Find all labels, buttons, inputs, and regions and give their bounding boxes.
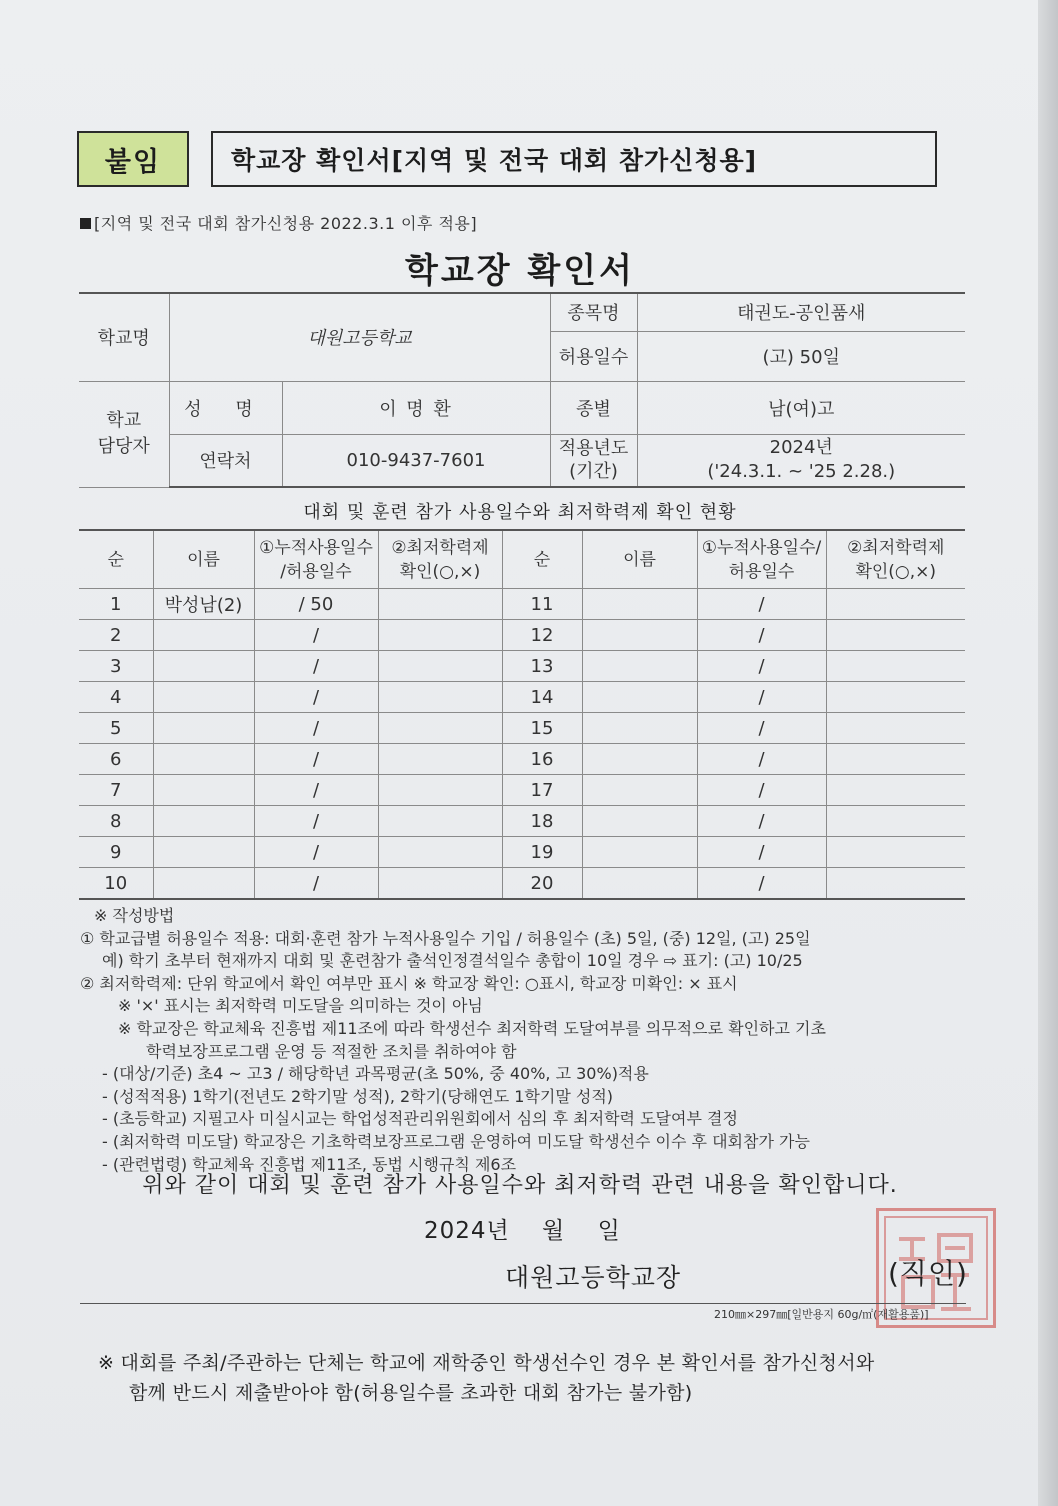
row-name — [582, 806, 697, 837]
row-days: / — [697, 775, 826, 806]
row-check — [378, 620, 502, 651]
guide-line-6: 학력보장프로그램 운영 등 적절한 조치를 취하여야 함 — [146, 1041, 517, 1061]
guide-line-8: - (성적적용) 1학기(전년도 2학기말 성적), 2학기(당해연도 1학기말 성적) — [102, 1086, 614, 1106]
row-days: / — [254, 806, 378, 837]
guide-line-10: - (최저학력 미도달) 학교장은 기초학력보장프로그램 운영하여 미도달 학생선수 이수 후 대회참가 가능 — [102, 1131, 810, 1151]
table-row — [79, 682, 965, 713]
signature-date: 2024년 월 일 — [424, 1218, 621, 1244]
principal-signature: 대원고등학교장 — [505, 1263, 682, 1292]
row-check — [378, 651, 502, 682]
table-row — [79, 744, 965, 775]
row-check — [378, 682, 502, 713]
row-name — [153, 620, 254, 651]
row-check — [378, 868, 502, 900]
row-name — [153, 806, 254, 837]
seal-label: (직인) — [888, 1257, 968, 1290]
applicability-note — [80, 211, 477, 234]
row-check — [826, 651, 965, 682]
row-check — [378, 713, 502, 744]
gender-value: 남(여)고 — [637, 381, 965, 434]
table-row — [79, 868, 965, 900]
row-name — [153, 837, 254, 868]
col-header-check: ②최저학력제 확인(○,×) — [378, 530, 502, 589]
row-check — [826, 806, 965, 837]
row-name — [582, 620, 697, 651]
row-days: / — [254, 837, 378, 868]
row-no: 17 — [502, 775, 582, 806]
staff-label: 학교 담당자 — [79, 381, 169, 487]
table-row — [79, 651, 965, 682]
row-no: 4 — [79, 682, 153, 713]
row-no: 13 — [502, 651, 582, 682]
row-name — [153, 713, 254, 744]
guide-line-5: ※ 학교장은 학교체육 진흥법 제11조에 따라 학생선수 최저학력 도달여부를 의무적으로 확인하고 기초 — [118, 1018, 826, 1038]
row-no: 2 — [79, 620, 153, 651]
row-days: / 50 — [254, 589, 378, 620]
row-name — [153, 744, 254, 775]
row-days: / — [697, 713, 826, 744]
header-title: 학교장 확인서[지역 및 전국 대회 참가신청용] — [211, 131, 937, 187]
row-name — [153, 868, 254, 900]
footnote — [98, 1348, 875, 1408]
school-info-table — [79, 292, 965, 488]
table-row — [79, 713, 965, 744]
row-days: / — [697, 651, 826, 682]
col-header-name-right: 이름 — [582, 530, 697, 589]
row-days: / — [697, 682, 826, 713]
row-no: 6 — [79, 744, 153, 775]
row-check — [826, 868, 965, 900]
guide-line-7: - (대상/기준) 초4 ~ 고3 / 해당학년 과목평균(초 50%, 중 40%, 고 30%)적용 — [102, 1064, 649, 1084]
school-name-label: 학교명 — [79, 293, 169, 381]
row-days: / — [254, 744, 378, 775]
applicability-note-text: [지역 및 전국 대회 참가신청용 2022.3.1 이후 적용] — [94, 214, 478, 233]
row-days: / — [254, 682, 378, 713]
row-name — [153, 775, 254, 806]
table-row — [79, 589, 965, 620]
row-name — [153, 682, 254, 713]
table-row — [79, 837, 965, 868]
row-no: 20 — [502, 868, 582, 900]
row-no: 9 — [79, 837, 153, 868]
row-no: 8 — [79, 806, 153, 837]
guide-line-9: - (초등학교) 지필고사 미실시교는 학업성적관리위원회에서 심의 후 최저학력 도달여부 결정 — [102, 1109, 738, 1129]
guide-line-3: ② 최저학력제: 단위 학교에서 확인 여부만 표시 ※ 학교장 확인: ○표시, 학교장 미확인: × 표시 — [80, 973, 738, 993]
row-check — [826, 589, 965, 620]
contact-label: 연락처 — [169, 434, 282, 487]
row-days: / — [697, 868, 826, 900]
row-name: 박성남(2) — [153, 589, 254, 620]
footnote-line-1: ※ 대회를 주최/주관하는 단체는 학교에 재학중인 학생선수인 경우 본 확인서를 참가신청서와 — [98, 1352, 875, 1374]
row-check — [826, 837, 965, 868]
contact-value: 010-9437-7601 — [282, 434, 550, 487]
row-no: 10 — [79, 868, 153, 900]
year-value: 2024년 — [769, 437, 833, 459]
row-name — [582, 651, 697, 682]
row-no: 3 — [79, 651, 153, 682]
section-title: 대회 및 훈련 참가 사용일수와 최저학력제 확인 현황 — [303, 502, 737, 523]
square-bullet-icon — [80, 218, 91, 229]
row-name — [582, 713, 697, 744]
row-no: 16 — [502, 744, 582, 775]
gender-label: 종별 — [550, 381, 637, 434]
event-label: 종목명 — [550, 293, 637, 331]
guide-line-2: 예) 학기 초부터 현재까지 대회 및 훈련참가 출석인정결석일수 총합이 10일 경우 ⇨ 표기: (고) 10/25 — [102, 951, 803, 971]
school-name-value: 대원고등학교 — [169, 293, 550, 381]
row-check — [378, 775, 502, 806]
row-no: 12 — [502, 620, 582, 651]
row-no: 18 — [502, 806, 582, 837]
guide-line-4: ※ '×' 표시는 최저학력 미도달을 의미하는 것이 아님 — [118, 996, 483, 1016]
row-no: 14 — [502, 682, 582, 713]
event-value: 태권도-공인품새 — [637, 293, 965, 331]
guide-line-1: ① 학교급별 허용일수 적용: 대회·훈련 참가 누적사용일수 기입 / 허용일수 (초) 5일, (중) 12일, (고) 25일 — [80, 928, 811, 948]
col-header-days: ①누적사용일수 /허용일수 — [254, 530, 378, 589]
row-check — [826, 620, 965, 651]
col-header-name: 이름 — [153, 530, 254, 589]
row-days: / — [254, 620, 378, 651]
year-cell — [637, 434, 965, 487]
row-name — [582, 837, 697, 868]
row-no: 15 — [502, 713, 582, 744]
row-no: 11 — [502, 589, 582, 620]
confirmation-statement: 위와 같이 대회 및 훈련 참가 사용일수와 최저학력 관련 내용을 확인합니다. — [142, 1173, 898, 1198]
row-name — [582, 744, 697, 775]
page-edge-shadow — [1038, 0, 1058, 1506]
footnote-line-2: 함께 반드시 제출받아야 함(허용일수를 초과한 대회 참가는 불가함) — [129, 1382, 693, 1404]
row-name — [582, 682, 697, 713]
guide-heading: ※ 작성방법 — [94, 906, 175, 925]
row-name — [582, 589, 697, 620]
row-check — [826, 744, 965, 775]
table-row — [79, 806, 965, 837]
staff-name-label: 성 명 — [169, 381, 282, 434]
row-check — [378, 837, 502, 868]
row-check — [378, 806, 502, 837]
row-days: / — [697, 589, 826, 620]
table-header-row — [79, 530, 965, 589]
row-no: 7 — [79, 775, 153, 806]
row-days: / — [697, 806, 826, 837]
row-check — [378, 744, 502, 775]
paper-spec: 210㎜×297㎜[일반용지 60g/㎡(재활용품)] — [714, 1308, 929, 1321]
row-no: 19 — [502, 837, 582, 868]
row-no: 5 — [79, 713, 153, 744]
document-title: 학교장 확인서 — [405, 251, 635, 291]
row-check — [826, 713, 965, 744]
attachment-label: 붙임 — [77, 131, 189, 187]
row-days: / — [697, 837, 826, 868]
row-days: / — [697, 620, 826, 651]
allowed-days-label: 허용일수 — [550, 331, 637, 381]
row-check — [826, 682, 965, 713]
row-no: 1 — [79, 589, 153, 620]
table-row — [79, 620, 965, 651]
table-row — [79, 775, 965, 806]
row-check — [378, 589, 502, 620]
row-days: / — [254, 775, 378, 806]
row-name — [582, 775, 697, 806]
year-label: 적용년도 (기간) — [550, 434, 637, 487]
row-days: / — [697, 744, 826, 775]
row-name — [153, 651, 254, 682]
writing-guide — [80, 905, 980, 1176]
col-header-check-right: ②최저학력제 확인(○,×) — [826, 530, 965, 589]
col-header-days-right: ①누적사용일수/ 허용일수 — [697, 530, 826, 589]
staff-name-value: 이 명 환 — [282, 381, 550, 434]
row-days: / — [254, 868, 378, 900]
row-check — [826, 775, 965, 806]
year-period: ('24.3.1. ~ '25 2.28.) — [707, 461, 896, 483]
bottom-rule — [80, 1303, 966, 1304]
row-days: / — [254, 651, 378, 682]
usage-table — [79, 529, 965, 900]
col-header-no-right: 순 — [502, 530, 582, 589]
guide-line-11: - (관련법령) 학교체육 진흥법 제11조, 동법 시행규칙 제6조 — [102, 1154, 517, 1174]
row-name — [582, 868, 697, 900]
allowed-days-value: (고) 50일 — [637, 331, 965, 381]
row-days: / — [254, 713, 378, 744]
col-header-no: 순 — [79, 530, 153, 589]
